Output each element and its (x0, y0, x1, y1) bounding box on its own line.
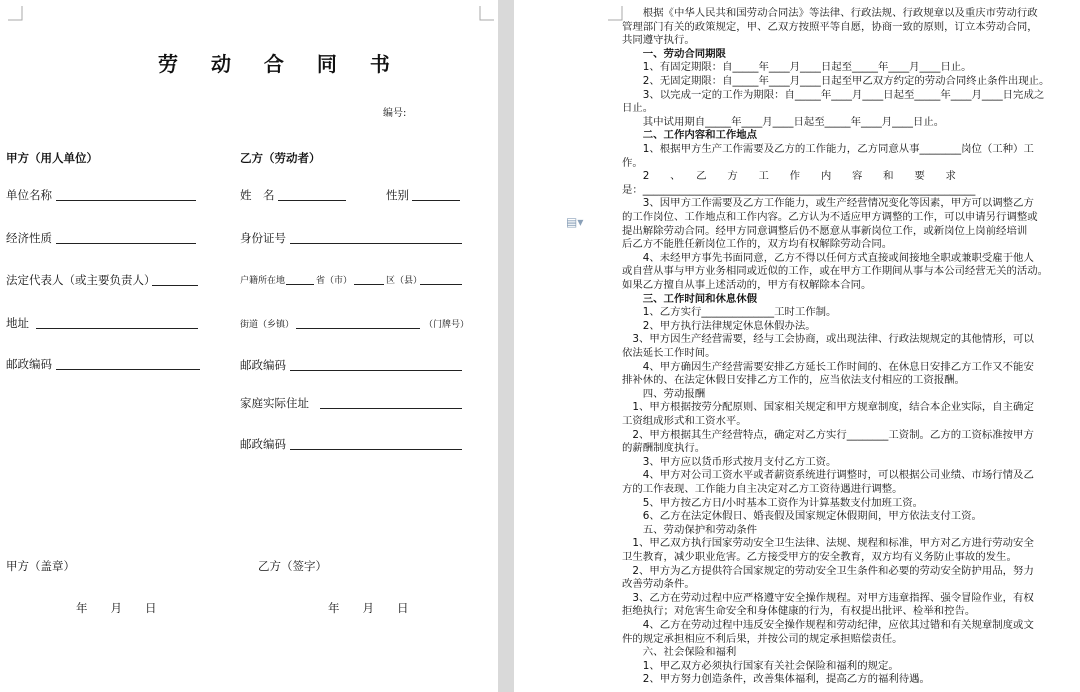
contract-text-line: 三、工作时间和休息休假 (622, 292, 758, 305)
postcode-a-field[interactable] (56, 369, 200, 370)
contract-text-line: 2、无固定期限：自_____年____月____日起至甲乙双方约定的劳动合同终止条件出现止。 (622, 75, 1050, 87)
legal-rep-field[interactable] (152, 285, 198, 286)
contract-text-line: 1、甲乙双方执行国家劳动安全卫生法律、法规、规程和标准，甲方对乙方进行劳动安全 (622, 537, 1034, 550)
contract-text-line: 6、乙方在法定休假日、婚丧假及国家规定休假期间，甲方依法支付工资。 (622, 510, 982, 523)
contract-cover-page (0, 0, 498, 692)
contract-text-line: 1、根据甲方生产工作需要及乙方的工作能力，乙方同意从事________岗位（工种）工 (622, 143, 1034, 155)
number-label: 编号: (383, 108, 407, 119)
party-b-heading: 乙方（劳动者） (240, 151, 321, 165)
gender-field[interactable] (412, 200, 460, 201)
street-label: 街道（乡镇） (240, 320, 295, 330)
contract-text-line: 3、以完成一定的工作为期限：自_____年____月____日起至_____年____月____日完成之 (622, 88, 1045, 101)
contract-text-line: 四、劳动报酬 (622, 387, 706, 400)
hukou-province-field[interactable] (286, 284, 314, 285)
home-address-field[interactable] (320, 408, 462, 409)
contract-text-line: 日止。 (622, 102, 654, 115)
contract-text-line: 提出解除劳动合同。经甲方同意调整后仍不愿意从事新岗位工作，或新岗位上岗前经培训 (622, 224, 1028, 237)
contract-text-line: 六、社会保险和福利 (622, 646, 737, 659)
home-address-label: 家庭实际住址 (240, 396, 309, 410)
postcode-b2-field[interactable] (290, 449, 462, 450)
party-b-sign-label: 乙方（签字） (258, 559, 327, 573)
street-field[interactable] (296, 328, 420, 329)
name-label: 姓 名 (240, 188, 275, 202)
contract-text-line: 1、乙方实行______________工时工作制。 (622, 306, 837, 319)
contract-text-line: 4、未经甲方事先书面同意，乙方不得以任何方式直接或间接地全职或兼职受雇于他人 (622, 251, 1034, 264)
contract-text-line: 件的规定承担相应不利后果，并按公司的规定承担赔偿责任。 (622, 632, 903, 645)
contract-text-line: 的工作岗位、工作地点和工作内容。乙方认为不适应甲方调整的工作，可以申请另行调整或 (622, 211, 1038, 223)
postcode-b-label: 邮政编码 (240, 358, 286, 372)
contract-text-line: 拒绝执行；对危害生命安全和身体健康的行为，有权提出批评、检举和控告。 (622, 605, 976, 618)
contract-text-line: 五、劳动保护和劳动条件 (622, 523, 758, 536)
contract-text-line: 的薪酬制度执行。 (622, 442, 706, 455)
party-a-seal-label: 甲方（盖章） (6, 559, 75, 573)
contract-text-line: 工资组成形式和工资水平。 (622, 415, 747, 427)
contract-text-line: 后乙方不能胜任新岗位工作的，双方均有权解除劳动合同。 (622, 238, 893, 251)
contract-text-line: 2、甲方努力创造条件，改善集体福利，提高乙方的福利待遇。 (622, 673, 930, 686)
economic-nature-label: 经济性质 (6, 231, 52, 245)
page-gap (498, 0, 514, 692)
address-label: 地址 (6, 316, 29, 330)
hukou-district-field[interactable] (420, 284, 462, 285)
contract-text-line: 3、甲方因生产经营需要，经与工会协商，或出现法律、行政法规规定的其他情形，可以 (622, 333, 1034, 346)
contract-text-line: 2 、 乙 方 工 作 内 容 和 要 求 (622, 170, 956, 183)
document-icon[interactable]: ▤▾ (566, 215, 584, 229)
contract-text-line: 二、工作内容和工作地点 (622, 129, 758, 142)
contract-text-line: 或自营从事与甲方业务相同或近似的工作，或在甲方工作期间从事与本公司经营无关的活动。 (622, 265, 1049, 278)
contract-text-line: 一、劳动合同期限 (622, 47, 726, 60)
contract-text-line: 2、甲方为乙方提供符合国家规定的劳动安全卫生条件和必要的劳动安全防护用品，努力 (622, 564, 1034, 577)
contract-text-line: 5、甲方按乙方日/小时基本工资作为计算基数支付加班工资。 (622, 496, 924, 509)
legal-rep-label: 法定代表人（或主要负责人） (6, 273, 156, 287)
contract-text-line: 3、因甲方工作需要及乙方工作能力，或生产经营情况变化等因素，甲方可以调整乙方 (622, 197, 1034, 210)
contract-text-line: 3、乙方在劳动过程中应严格遵守安全操作规程。对甲方违章指挥、强令冒险作业，有权 (622, 591, 1034, 604)
contract-text-line: 作。 (622, 156, 643, 169)
name-field[interactable] (278, 200, 346, 201)
party-a-heading: 甲方（用人单位） (6, 151, 98, 165)
page-title: 劳 动 合 同 书 (158, 52, 403, 76)
contract-text-line: 2、甲方根据其生产经营特点，确定对乙方实行________工资制。乙方的工资标准按甲方 (622, 428, 1034, 441)
contract-text-line: 其中试用期自_____年____月____日起至_____年____月____日止。 (622, 115, 945, 128)
contract-text-line: 如果乙方擅自从事上述活动的，甲方有权解除本合同。 (622, 279, 872, 291)
margin-corner-mark (476, 6, 494, 24)
id-number-label: 身份证号 (240, 231, 286, 245)
contract-text-line: 管理部门有关的政策规定，甲、乙双方按照平等自愿，协商一致的原则，订立本劳动合同， (622, 20, 1038, 33)
house-number-label: （门牌号） (424, 320, 470, 330)
contract-text-line: 1、有固定期限：自_____年____月____日起至_____年____月____日止。 (622, 61, 972, 74)
district-label: 区（县） (386, 276, 423, 286)
contract-text-line: 3、甲方应以货币形式按月支付乙方工资。 (622, 455, 837, 468)
contract-text-line: 根据《中华人民共和国劳动合同法》等法律、行政法规、行政规章以及重庆市劳动行政 (622, 7, 1038, 19)
margin-corner-mark (8, 6, 26, 24)
party-a-date: 年 月 日 (76, 601, 157, 615)
contract-text-line: 改善劳动条件。 (622, 578, 695, 591)
contract-text-line: 4、甲方对公司工资水平或者薪资系统进行调整时，可以根据公司业绩、市场行情及乙 (622, 469, 1034, 482)
id-number-field[interactable] (290, 243, 462, 244)
postcode-a-label: 邮政编码 (6, 357, 52, 371)
contract-text-line: 排补休的、在法定休假日安排乙方工作的，应当依法支付相应的工资报酬。 (622, 374, 965, 387)
hukou-city-field[interactable] (354, 284, 384, 285)
postcode-b2-label: 邮政编码 (240, 437, 286, 451)
province-label: 省（市） (316, 276, 353, 286)
contract-text-line: 依法延长工作时间。 (622, 347, 716, 359)
contract-text-line: 1、甲方根据按劳分配原则、国家相关规定和甲方规章制度，结合本企业实际，自主确定 (622, 401, 1034, 414)
gender-label: 性别 (386, 188, 409, 202)
contract-text-line: 卫生教育，减少职业危害。乙方接受甲方的安全教育，双方均有义务防止事故的发生。 (622, 551, 1017, 563)
contract-text-line: 1、甲乙双方必须执行国家有关社会保险和福利的规定。 (622, 659, 899, 672)
company-name-label: 单位名称 (6, 188, 52, 202)
hukou-label: 户籍所在地 (240, 276, 286, 286)
address-field[interactable] (36, 328, 198, 329)
company-name-field[interactable] (56, 200, 196, 201)
party-b-date: 年 月 日 (328, 601, 409, 615)
contract-text-line: 共同遵守执行。 (622, 34, 695, 47)
postcode-b-field[interactable] (290, 370, 462, 371)
contract-text-line: 2、甲方执行法律规定休息休假办法。 (622, 319, 816, 332)
contract-text-line: 是：________________________________________________________________ (622, 183, 976, 196)
economic-nature-field[interactable] (56, 243, 196, 244)
contract-text-line: 4、甲方确因生产经营需要安排乙方延长工作时间的、在休息日安排乙方工作又不能安 (622, 360, 1034, 373)
contract-text-line: 方的工作表现、工作能力自主决定对乙方工资待遇进行调整。 (622, 483, 903, 495)
contract-text-line: 4、乙方在劳动过程中违反安全操作规程和劳动纪律，应依其过错和有关规章制度或文 (622, 619, 1034, 631)
